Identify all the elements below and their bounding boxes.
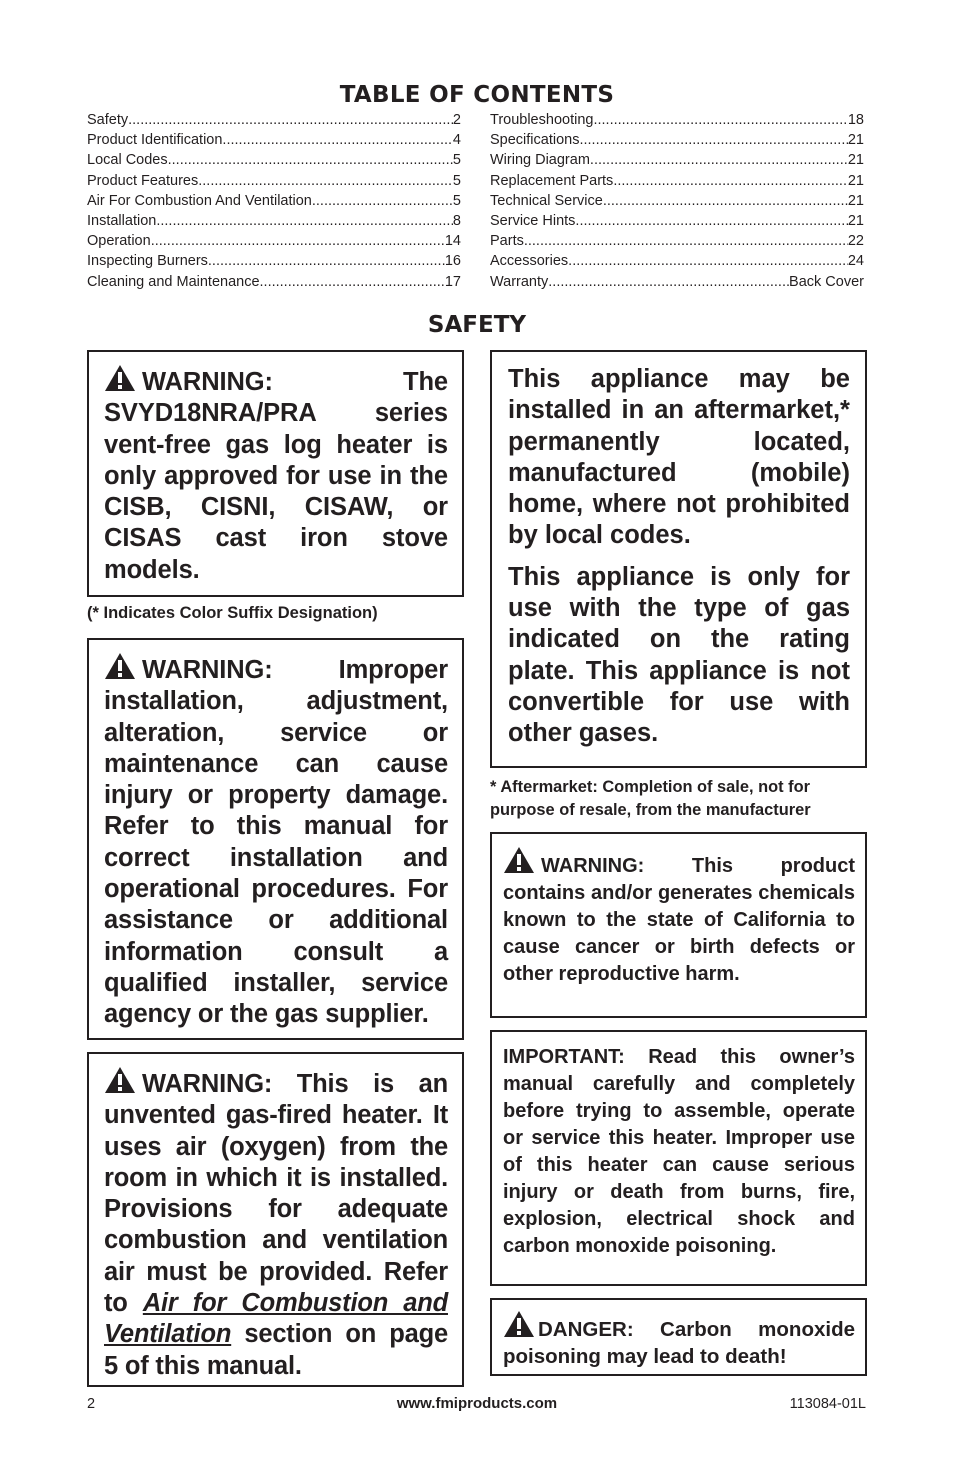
toc-entry-label: Cleaning and Maintenance	[87, 273, 260, 290]
toc-entry-label: Wiring Diagram	[490, 152, 590, 169]
danger-carbon-monoxide-text: DANGER: Carbon monoxide poisoning may lead to death!	[503, 1318, 855, 1368]
toc-entry-page: 21	[847, 152, 864, 169]
toc-leader	[260, 272, 445, 292]
toc-entry	[87, 211, 461, 231]
toc-entry	[87, 110, 461, 130]
page-number: 2	[87, 1396, 96, 1412]
warning-triangle-icon	[503, 846, 535, 874]
warning-triangle-icon	[503, 1310, 535, 1338]
toc-entry	[87, 171, 461, 191]
warning-unvented-heater-box	[87, 1052, 464, 1387]
toc-leader	[222, 130, 453, 150]
toc-entry-page: 21	[847, 132, 864, 149]
toc-leader	[156, 211, 453, 231]
toc-leader	[524, 231, 848, 251]
toc-entry-page: Back Cover	[789, 273, 864, 290]
toc-leader	[128, 110, 453, 130]
toc-leader	[603, 191, 848, 211]
warning-triangle-icon	[104, 652, 136, 680]
toc-entry-label: Technical Service	[490, 192, 603, 209]
toc-leader	[548, 272, 789, 292]
toc-entry-label: Local Codes	[87, 152, 168, 169]
toc-entry-label: Service Hints	[490, 213, 576, 230]
toc-entry-page: 8	[452, 213, 461, 230]
toc-entry-label: Safety	[87, 112, 129, 128]
toc-entry-page: 21	[847, 192, 864, 209]
california-warning-box	[490, 832, 867, 1018]
important-read-manual-text: IMPORTANT: Read this owner’s manual carefully and completely before trying to assemble, operate or service this heater. Improper use of this heater can cause serious injury or death from burns, fire, explosion, electrical shock and carbon monoxide poisoning.	[503, 1046, 855, 1257]
color-suffix-note: (* Indicates Color Suffix Designation)	[87, 604, 378, 622]
mobile-home-gas-type-box	[490, 350, 867, 768]
toc-entry-page: 5	[452, 172, 461, 189]
toc-entry-page: 5	[452, 152, 461, 169]
toc-entry-page: 21	[847, 213, 864, 230]
warning-unvented-tail-text: section on page 5 of this manual.	[104, 1320, 448, 1380]
toc-leader	[613, 171, 848, 191]
toc-title: TABLE OF CONTENTS	[339, 82, 615, 108]
danger-carbon-monoxide-box	[490, 1298, 867, 1376]
document-code: 113084-01L	[789, 1396, 866, 1412]
toc-entry-label: Replacement Parts	[490, 172, 614, 189]
toc-entry	[87, 231, 461, 251]
toc-leader	[198, 171, 453, 191]
toc-entry	[490, 110, 864, 130]
toc-entry-page: 17	[444, 273, 461, 290]
warning-triangle-icon	[104, 1066, 136, 1094]
toc-entry-label: Operation	[87, 233, 151, 250]
mobile-home-text: This appliance may be installed in an aftermarket,* permanently located, manufactured (mobile) home, where not prohibited by local codes.	[508, 365, 850, 550]
warning-unvented-lead-text: WARNING: This is an unvented gas-fired heater. It uses air (oxygen) from the room in which it is installed. Provisions for adequate combustion and ventilation air must be provided. Refer to	[104, 1070, 448, 1318]
toc-entry	[490, 251, 864, 271]
toc-entry	[490, 231, 864, 251]
toc-entry-label: Parts	[490, 233, 524, 250]
toc-entry	[490, 130, 864, 150]
toc-leader	[151, 231, 445, 251]
toc-entry-label: Air For Combustion And Ventilation	[87, 192, 312, 209]
toc-entry	[87, 150, 461, 170]
toc-entry	[87, 272, 461, 292]
toc-entry-label: Specifications	[490, 132, 580, 149]
toc-entry	[490, 150, 864, 170]
toc-entry	[87, 130, 461, 150]
gas-type-text: This appliance is only for use with the type of gas indicated on the rating plate. This appliance is not convertible for use with other gases.	[508, 562, 850, 748]
aftermarket-note: * Aftermarket: Completion of sale, not for purpose of resale, from the manufacturer	[490, 778, 811, 819]
toc-leader	[168, 150, 453, 170]
toc-entry-page: 16	[444, 253, 461, 270]
toc-entry	[87, 251, 461, 271]
website-link[interactable]: www.fmiproducts.com	[396, 1395, 558, 1412]
toc-entry	[87, 191, 461, 211]
toc-entry-label: Troubleshooting	[490, 112, 594, 128]
toc-entry	[490, 191, 864, 211]
air-combustion-section-link[interactable]: Air for Combustion and Ventilation	[104, 1289, 448, 1349]
toc-entry	[490, 272, 864, 292]
toc-leader	[208, 251, 445, 271]
toc-right-column	[490, 110, 864, 292]
warning-approved-models-text: WARNING: The SVYD18NRA/PRA series vent-free gas log heater is only approved for use in the CISB, CISNI, CISAW, or CISAS cast iron stove models.	[104, 368, 448, 584]
toc-leader	[579, 130, 847, 150]
toc-entry-label: Warranty	[490, 273, 549, 290]
toc-entry-page: 18	[847, 112, 864, 128]
toc-leader	[590, 150, 848, 170]
toc-entry-page: 5	[452, 192, 461, 209]
toc-entry	[490, 171, 864, 191]
toc-entry	[490, 211, 864, 231]
toc-entry-label: Accessories	[490, 253, 569, 270]
toc-entry-page: 22	[847, 233, 864, 250]
toc-entry-label: Installation	[87, 213, 157, 230]
warning-improper-installation-box	[87, 638, 464, 1040]
toc-entry-label: Product Features	[87, 172, 199, 189]
california-warning-text: WARNING: This product contains and/or generates chemicals known to the state of California to cause cancer or birth defects or other reproductive harm.	[503, 855, 855, 985]
warning-triangle-icon	[104, 364, 136, 392]
toc-entry-page: 24	[847, 253, 864, 270]
toc-leader	[593, 110, 847, 130]
toc-entry-label: Inspecting Burners	[87, 253, 208, 270]
toc-leader	[575, 211, 847, 231]
safety-title: SAFETY	[427, 312, 527, 338]
important-read-manual-box	[490, 1030, 867, 1286]
toc-entry-page: 21	[847, 172, 864, 189]
toc-leader	[568, 251, 848, 271]
toc-entry-page: 14	[444, 233, 461, 250]
warning-improper-installation-text: WARNING: Improper installation, adjustment, alteration, service or maintenance can cause injury or property damage. Refer to this manual for correct installation and operational procedures. For assistance or additional information consult a qualified installer, service agency or the gas supplier.	[104, 656, 448, 1029]
toc-left-column	[87, 110, 461, 292]
toc-entry-label: Product Identification	[87, 132, 223, 149]
toc-entry-page: 2	[452, 112, 461, 128]
warning-approved-models-box	[87, 350, 464, 597]
toc-leader	[312, 191, 453, 211]
toc-entry-page: 4	[452, 132, 461, 149]
